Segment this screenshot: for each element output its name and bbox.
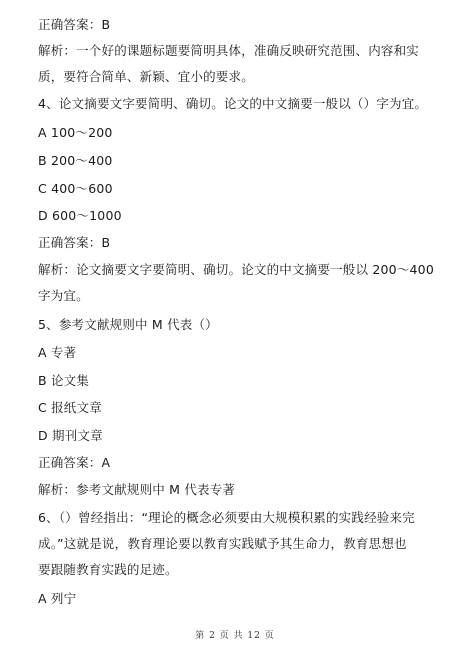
answer-line-q3: 正确答案：B [38,17,111,32]
option-b-q5: B 论文集 [38,373,90,388]
question-6-line-3: 要跟随教育实践的足迹。 [38,562,178,577]
option-c-q5: C 报纸文章 [38,400,102,415]
explanation-line-q3-2: 质，要符合简单、新颖、宜小的要求。 [38,69,254,84]
explanation-line-q5: 解析：参考文献规则中 M 代表专著 [38,482,236,497]
option-d-q4: D 600～1000 [38,208,122,223]
option-d-q5: D 期刊文章 [38,428,103,443]
option-a-q6: A 列宁 [38,591,77,606]
answer-line-q4: 正确答案：B [38,235,111,250]
question-5: 5、参考文献规则中 M 代表（） [38,317,218,332]
question-6-line-2: 成。”这就是说，教育理论要以教育实践赋予其生命力，教育思想也 [38,536,407,551]
option-a-q4: A 100～200 [38,125,113,140]
option-a-q5: A 专著 [38,345,77,360]
explanation-line-q3-1: 解析：一个好的课题标题要简明具体，准确反映研究范围、内容和实 [38,43,420,58]
question-4: 4、论文摘要文字要简明、确切。论文的中文摘要一般以（）字为宜。 [38,96,428,111]
explanation-line-q4-1: 解析：论文摘要文字要简明、确切。论文的中文摘要一般以 200～400 [38,262,434,277]
question-6-line-1: 6、（）曾经指出：“理论的概念必须要由大规模积累的实践经验来完 [38,510,415,525]
explanation-line-q4-2: 字为宜。 [38,288,89,303]
page-footer: 第 2 页 共 12 页 [195,631,275,641]
option-c-q4: C 400～600 [38,181,113,196]
answer-line-q5: 正确答案：A [38,455,111,470]
option-b-q4: B 200～400 [38,153,113,168]
